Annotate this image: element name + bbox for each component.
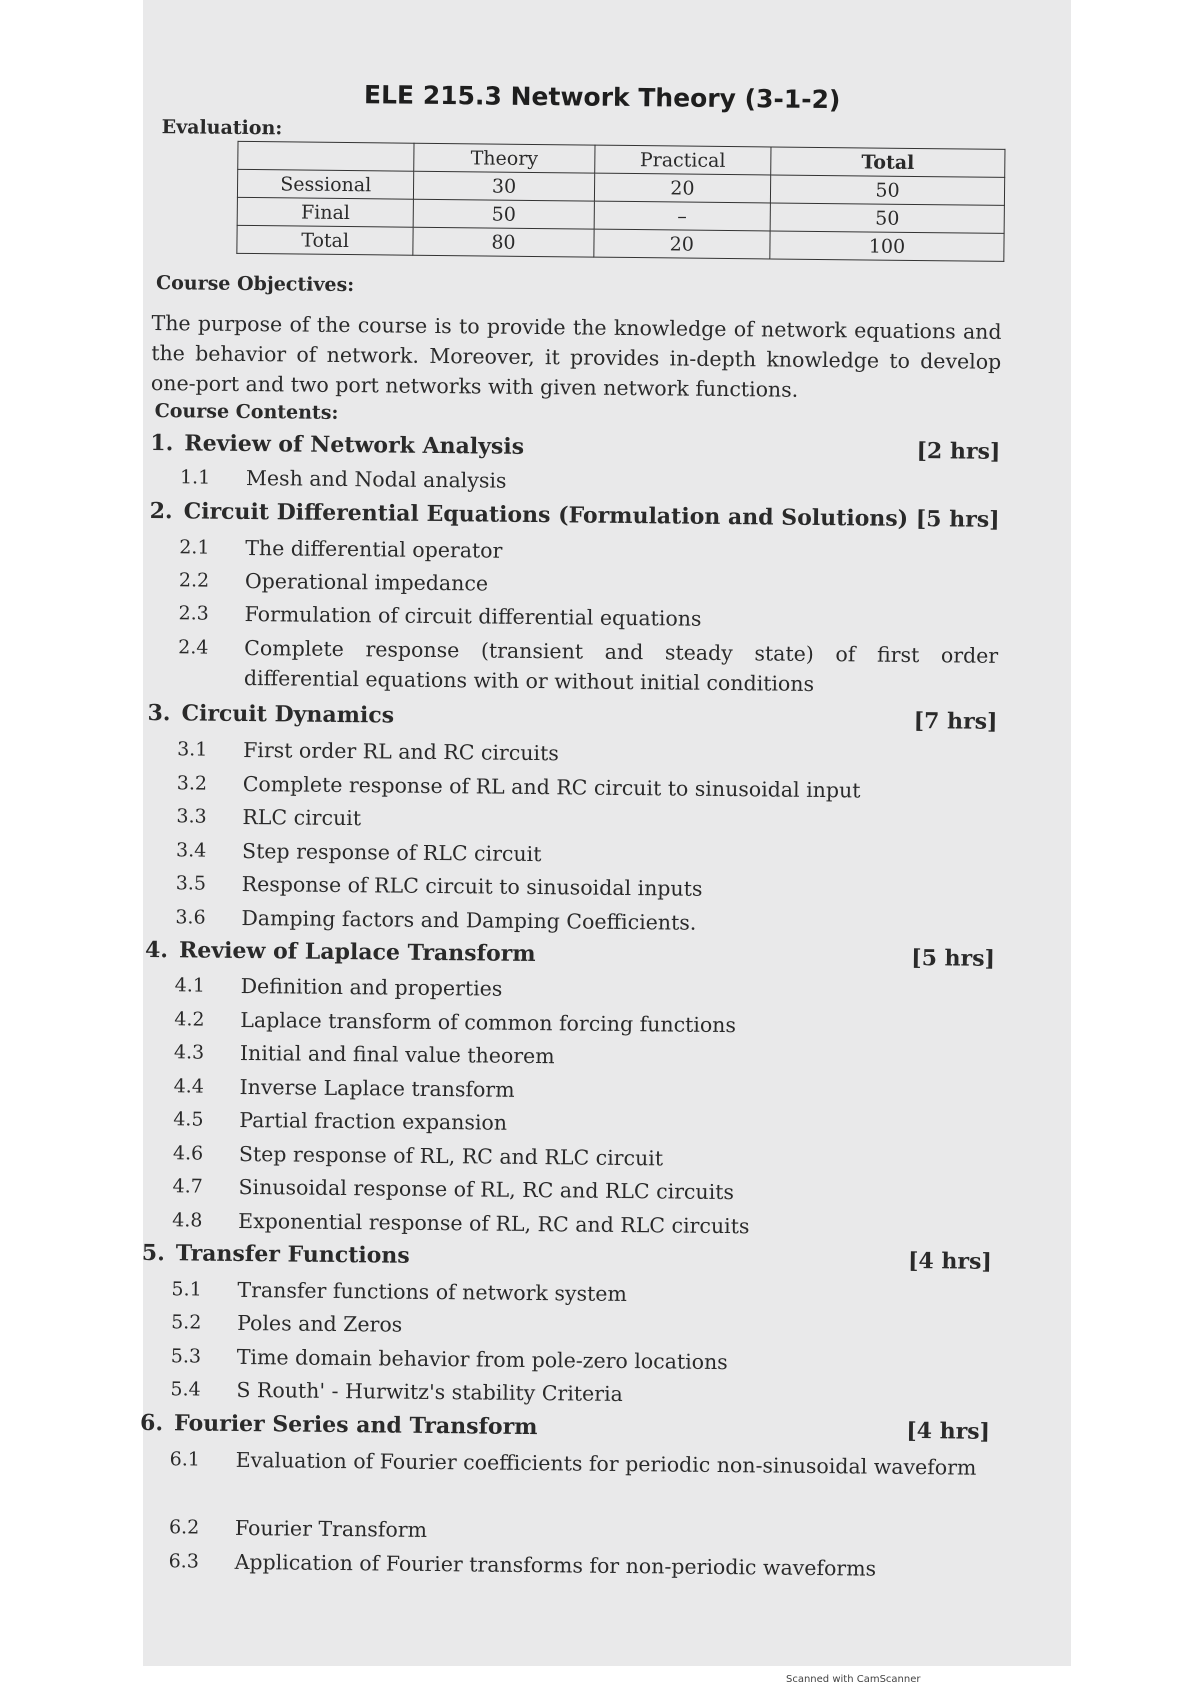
item-number: 2.4 — [178, 636, 209, 659]
table-cell: 50 — [414, 199, 595, 229]
course-title: ELE 215.3 Network Theory (3-1-2) — [363, 80, 841, 115]
unit-number: 6. — [139, 1409, 164, 1437]
unit-hours: [2 hrs] — [916, 438, 1001, 465]
unit-number: 4. — [144, 936, 169, 964]
list-item — [177, 734, 997, 773]
list-item — [173, 1138, 993, 1177]
unit-heading — [147, 700, 997, 735]
page-content — [139, 0, 1055, 1581]
item-text: Poles and Zeros — [237, 1310, 403, 1337]
item-text: Transfer functions of network system — [237, 1277, 627, 1307]
unit-number: 1. — [150, 429, 174, 457]
list-item — [175, 970, 995, 1009]
item-number: 4.7 — [172, 1175, 203, 1198]
unit-hours: [5 hrs] — [911, 944, 996, 972]
unit-heading — [145, 937, 995, 972]
objectives-label: Course Objectives: — [155, 272, 355, 297]
item-text: Operational impedance — [244, 568, 489, 596]
item-number: 3.1 — [177, 738, 208, 761]
item-number: 3.2 — [176, 772, 208, 795]
list-item — [179, 532, 999, 571]
item-text: Initial and final value theorem — [239, 1040, 555, 1069]
list-item — [172, 1205, 992, 1244]
table-cell: 30 — [414, 171, 595, 201]
item-text: Definition and properties — [240, 973, 503, 1001]
item-number: 4.2 — [174, 1008, 205, 1031]
item-number: 4.5 — [173, 1108, 204, 1131]
item-text: The differential operator — [245, 535, 503, 563]
table-cell: 50 — [770, 203, 1004, 233]
list-item — [173, 1104, 993, 1143]
table-cell: 80 — [413, 227, 594, 257]
list-item — [177, 768, 997, 807]
list-item — [170, 1374, 990, 1413]
unit-heading — [150, 498, 1000, 533]
item-number: 3.3 — [176, 805, 207, 828]
unit-title: Transfer Functions — [175, 1240, 410, 1269]
table-header-cell — [238, 141, 415, 171]
item-number: 1.1 — [179, 466, 211, 489]
table-cell: 100 — [770, 231, 1004, 261]
list-item — [174, 1004, 994, 1043]
item-number: 5.3 — [170, 1345, 202, 1368]
item-text: Complete response of RL and RC circuit to sinusoidal input — [242, 771, 861, 803]
unit-heading — [142, 1240, 992, 1275]
item-text: Exponential response of RL, RC and RLC circuits — [238, 1208, 750, 1239]
item-number: 4.1 — [174, 974, 206, 997]
unit-hours: [4 hrs] — [906, 1417, 991, 1445]
table-cell: 20 — [594, 173, 771, 203]
list-item — [170, 1444, 990, 1483]
item-text: Sinusoidal response of RL, RC and RLC circuits — [238, 1174, 735, 1205]
item-text: Complete response (transient and steady state) of first order differential equations with or without initial conditions — [243, 635, 999, 696]
list-item — [169, 1512, 989, 1551]
list-item — [175, 902, 995, 941]
item-number: 2.1 — [179, 536, 210, 559]
list-item — [171, 1341, 991, 1380]
scanner-watermark: Scanned with CamScanner — [786, 1674, 921, 1685]
list-item — [178, 632, 999, 701]
item-number: 3.4 — [175, 839, 207, 862]
unit-number: 2. — [149, 497, 173, 525]
item-text: Laplace transform of common forcing functions — [240, 1007, 737, 1038]
table-cell: 20 — [593, 229, 770, 259]
item-number: 4.4 — [173, 1075, 204, 1098]
unit-hours: [4 hrs] — [907, 1247, 992, 1275]
item-number: 4.6 — [172, 1142, 204, 1165]
unit-hours: [7 hrs] — [913, 707, 998, 735]
item-text: Time domain behavior from pole-zero locations — [236, 1344, 728, 1375]
item-number: 2.2 — [178, 569, 210, 592]
unit-title: Circuit Dynamics — [181, 700, 395, 729]
list-item — [168, 1546, 988, 1585]
item-number: 5.1 — [171, 1278, 202, 1301]
scanned-page — [139, 0, 1071, 1666]
item-text: Evaluation of Fourier coefficients for periodic non-sinusoidal waveform — [235, 1447, 977, 1480]
objectives-text: The purpose of the course is to provide the knowledge of network equations and the behavior of network. Moreover, it provides in-depth knowledge to develop one-port and two port networks with given network functions. — [150, 310, 1002, 402]
item-number: 5.2 — [171, 1311, 202, 1334]
list-item — [171, 1274, 991, 1313]
unit-hours: [5 hrs] — [915, 505, 1000, 533]
table-cell: 50 — [770, 175, 1004, 205]
item-text: S Routh' - Hurwitz's stability Criteria — [236, 1377, 623, 1406]
list-item — [176, 801, 996, 840]
item-number: 4.8 — [172, 1209, 203, 1232]
list-item — [176, 868, 996, 907]
table-header-cell: Theory — [414, 143, 595, 173]
item-text: RLC circuit — [242, 804, 362, 831]
item-text: Damping factors and Damping Coefficients. — [241, 905, 697, 935]
item-text: Response of RLC circuit to sinusoidal inputs — [241, 871, 703, 901]
evaluation-table — [236, 141, 1005, 262]
item-text: Step response of RLC circuit — [241, 838, 542, 867]
item-text: Formulation of circuit differential equations — [244, 601, 702, 631]
list-item — [176, 835, 996, 874]
item-number: 4.3 — [173, 1041, 205, 1064]
item-text: Step response of RL, RC and RLC circuit — [238, 1141, 664, 1171]
table-header-cell: Total — [771, 147, 1005, 177]
evaluation-label: Evaluation: — [161, 116, 283, 140]
item-number: 3.6 — [175, 906, 206, 929]
list-item — [178, 598, 998, 637]
item-number: 6.2 — [168, 1516, 200, 1539]
unit-number: 3. — [147, 699, 171, 727]
table-cell: – — [594, 201, 771, 231]
item-text: Application of Fourier transforms for non-periodic waveforms — [234, 1549, 877, 1581]
unit-heading — [140, 1410, 990, 1445]
unit-heading — [150, 430, 1000, 465]
contents-label: Course Contents: — [154, 400, 339, 424]
list-item — [173, 1071, 993, 1110]
unit-number: 5. — [141, 1239, 165, 1267]
unit-title: Circuit Differential Equations (Formulation and Solutions) — [183, 498, 909, 532]
list-item — [179, 565, 999, 604]
table-cell: Final — [237, 197, 414, 227]
item-number: 6.3 — [168, 1550, 199, 1573]
item-number: 5.4 — [170, 1378, 201, 1401]
table-cell: Total — [237, 225, 414, 255]
item-text: Inverse Laplace transform — [239, 1074, 515, 1102]
list-item — [174, 1037, 994, 1076]
item-text: First order RL and RC circuits — [243, 737, 559, 766]
unit-title: Review of Network Analysis — [184, 430, 525, 460]
item-text: Partial fraction expansion — [239, 1107, 508, 1135]
table-header-cell: Practical — [594, 145, 771, 175]
item-text: Mesh and Nodal analysis — [245, 465, 507, 493]
item-number: 6.1 — [169, 1448, 201, 1471]
item-number: 3.5 — [175, 872, 207, 895]
unit-title: Fourier Series and Transform — [173, 1410, 538, 1441]
table-cell: Sessional — [237, 169, 414, 199]
list-item — [180, 462, 1000, 501]
unit-title: Review of Laplace Transform — [178, 937, 536, 968]
list-item — [171, 1307, 991, 1346]
list-item — [172, 1171, 992, 1210]
item-text: Fourier Transform — [234, 1515, 428, 1542]
item-number: 2.3 — [178, 602, 209, 625]
